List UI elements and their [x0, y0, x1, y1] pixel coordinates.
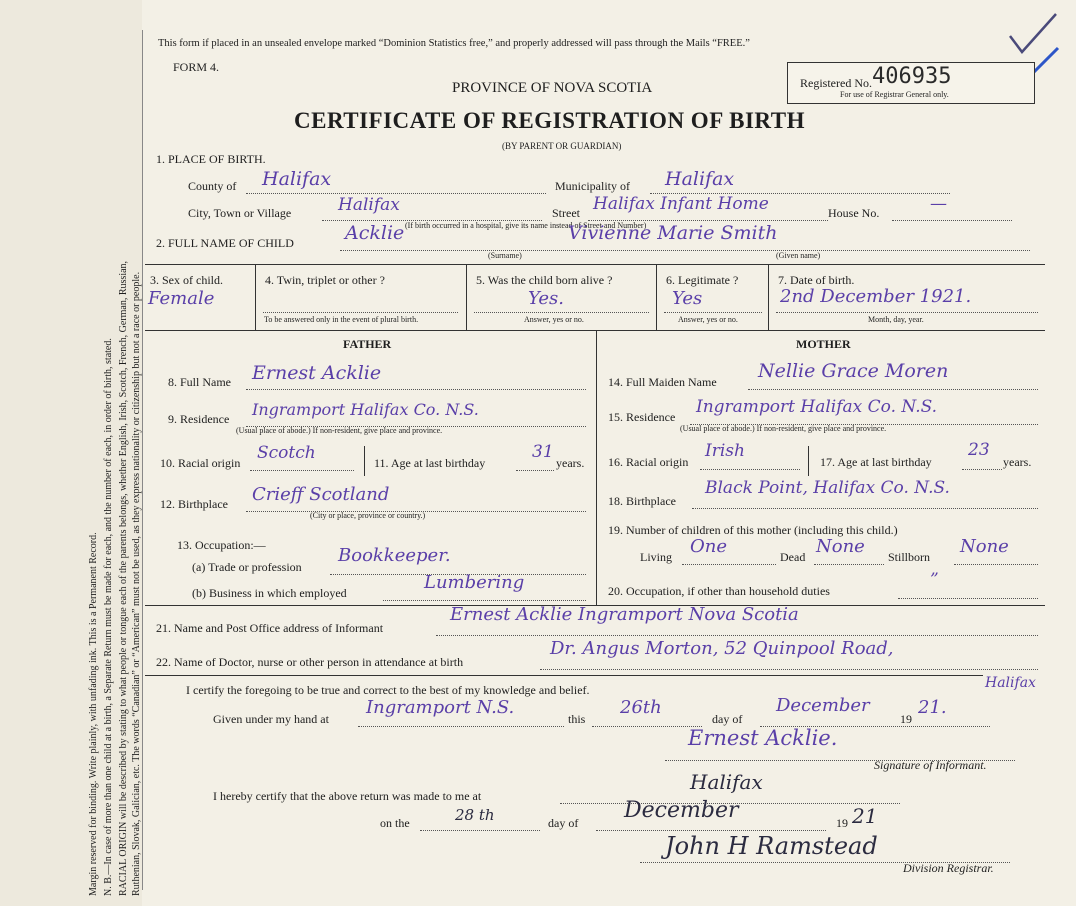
registered-number: 406935 [872, 64, 952, 89]
mail-notice: This form if placed in an unsealed envelope marked “Dominion Statistics free,” and properly addressed will pass through the Mails “FREE.” [158, 38, 750, 49]
father-racial-value: Scotch [257, 443, 316, 463]
father-residence-note: (Usual place of abode.) If non-resident, give place and province. [236, 426, 443, 435]
margin-note-racial-origin: RACIAL ORIGIN will be described by stating to what people or tongue each of the parents belongs, whether English, Irish, Scotch, French, German, Russian, [118, 260, 129, 896]
given-month-value: December [776, 695, 870, 716]
province-heading: PROVINCE OF NOVA SCOTIA [452, 80, 653, 96]
sex-value: Female [148, 288, 215, 309]
city-label: City, Town or Village [188, 206, 292, 220]
given-name-caption: (Given name) [776, 251, 821, 260]
mother-occupation-value: ” [930, 570, 939, 590]
trade-value: Bookkeeper. [338, 545, 451, 566]
informant-signature: Ernest Acklie. [688, 726, 838, 750]
day-of-label: day of [712, 712, 743, 726]
child-given-name-value: Vivienne Marie Smith [568, 222, 778, 244]
business-label: (b) Business in which employed [192, 586, 347, 600]
hospital-note: (If birth occurred in a hospital, give its name instead of Street and Number) [405, 221, 647, 230]
informant-value: Ernest Acklie Ingramport Nova Scotia [450, 604, 799, 625]
mother-racial-label: 16. Racial origin [608, 455, 689, 469]
living-value: One [690, 536, 728, 557]
this-label: this [568, 712, 586, 726]
child-surname-value: Acklie [345, 222, 405, 244]
father-birthplace-value: Crieff Scotland [252, 484, 390, 505]
mother-age-label: 17. Age at last birthday [820, 455, 932, 469]
stillborn-value: None [960, 536, 1009, 557]
legitimate-value: Yes [672, 288, 703, 309]
margin-border [142, 30, 143, 890]
registrar-place-value: Halifax [690, 770, 763, 794]
page-title: CERTIFICATE OF REGISTRATION OF BIRTH [294, 108, 805, 133]
sex-label: 3. Sex of child. [150, 273, 223, 287]
city-value: Halifax [338, 195, 400, 215]
dob-value: 2nd December 1921. [780, 286, 972, 307]
twin-label: 4. Twin, triplet or other ? [265, 273, 385, 287]
municipality-value: Halifax [665, 168, 735, 190]
stillborn-label: Stillborn [888, 550, 931, 564]
mother-heading: MOTHER [796, 337, 851, 351]
father-years-label: years. [556, 456, 585, 470]
county-label: County of [188, 179, 237, 193]
registrar-note: For use of Registrar General only. [840, 90, 949, 99]
father-age-label: 11. Age at last birthday [374, 456, 486, 470]
registrar-day-of-label: day of [548, 816, 579, 830]
mother-name-label: 14. Full Maiden Name [608, 375, 717, 389]
house-no-value: — [930, 194, 947, 214]
occupation-label: 13. Occupation:— [177, 538, 266, 552]
father-birthplace-label: 12. Birthplace [160, 497, 228, 511]
given-at-value: Ingramport N.S. [366, 697, 515, 718]
registrar-day-value: 28 th [455, 806, 495, 824]
mother-residence-value: Ingramport Halifax Co. N.S. [696, 397, 938, 417]
house-no-label: House No. [828, 206, 880, 220]
registered-label: Registered No. [800, 76, 872, 90]
mother-occupation-label: 20. Occupation, if other than household duties [608, 584, 830, 598]
mother-birthplace-value: Black Point, Halifax Co. N.S. [705, 478, 950, 498]
legitimate-note: Answer, yes or no. [678, 315, 738, 324]
informant-label: 21. Name and Post Office address of Informant [156, 621, 384, 635]
doctor-city-value: Halifax [985, 675, 1036, 691]
given-day-value: 26th [620, 697, 662, 718]
children-count-label: 19. Number of children of this mother (including this child.) [608, 523, 898, 537]
registrar-signature: John H Ramstead [665, 832, 878, 860]
form-number: FORM 4. [173, 60, 220, 74]
given-year-prefix: 19 [900, 712, 912, 726]
dob-note: Month, day, year. [868, 315, 924, 324]
margin-note-binding: Margin reserved for binding. Write plainly, with unfading ink. This is a Permanent Record. [88, 532, 99, 896]
dead-value: None [816, 536, 865, 557]
page-subtitle: (BY PARENT OR GUARDIAN) [502, 141, 622, 151]
father-age-value: 31 [532, 442, 554, 462]
mother-residence-note: (Usual place of abode.) If non-resident, give place and province. [680, 424, 887, 433]
given-under-label: Given under my hand at [213, 712, 329, 726]
father-residence-value: Ingramport Halifax Co. N.S. [252, 400, 479, 419]
given-year-value: 21. [918, 697, 947, 718]
mother-name-value: Nellie Grace Moren [758, 360, 949, 382]
county-value: Halifax [262, 168, 332, 190]
father-residence-label: 9. Residence [168, 412, 230, 426]
father-heading: FATHER [343, 337, 392, 351]
born-alive-note: Answer, yes or no. [524, 315, 584, 324]
on-the-label: on the [380, 816, 410, 830]
municipality-label: Municipality of [555, 179, 630, 193]
street-label: Street [552, 206, 580, 220]
father-name-label: 8. Full Name [168, 375, 231, 389]
mother-racial-value: Irish [705, 441, 745, 461]
trade-label: (a) Trade or profession [192, 560, 302, 574]
mother-residence-label: 15. Residence [608, 410, 676, 424]
place-of-birth-heading: 1. PLACE OF BIRTH. [156, 152, 266, 166]
doctor-label: 22. Name of Doctor, nurse or other person in attendance at birth [156, 655, 464, 669]
living-label: Living [640, 550, 672, 564]
dead-label: Dead [780, 550, 806, 564]
twin-note: To be answered only in the event of plural birth. [264, 315, 419, 324]
margin-note-multiple-births: N. B.—In case of more than one child at a birth, a Separate Return must be made for each, and the number of each, in order of birth, stated. [103, 338, 114, 896]
child-name-label: 2. FULL NAME OF CHILD [156, 236, 294, 250]
margin-note-nationality: Ruthenian, Slovak, Galician, etc. The words “Canadian” or “American” must not be used, as they express nationality or citizenship but not a race or people. [131, 271, 142, 896]
registrar-year-prefix: 19 [836, 816, 848, 830]
business-value: Lumbering [424, 572, 525, 593]
registrar-month-value: December [624, 798, 739, 823]
registrar-year-value: 21 [852, 804, 878, 828]
signature-informant-caption: Signature of Informant. [874, 758, 987, 772]
division-registrar-caption: Division Registrar. [903, 861, 994, 875]
born-alive-label: 5. Was the child born alive ? [476, 273, 613, 287]
certify-text: I certify the foregoing to be true and correct to the best of my knowledge and belief. [186, 683, 590, 697]
father-name-value: Ernest Acklie [252, 362, 382, 384]
dob-label: 7. Date of birth. [778, 273, 855, 287]
doctor-value: Dr. Angus Morton, 52 Quinpool Road, [550, 638, 894, 659]
legitimate-label: 6. Legitimate ? [666, 273, 739, 287]
mother-birthplace-label: 18. Birthplace [608, 494, 676, 508]
mother-years-label: years. [1003, 455, 1032, 469]
born-alive-value: Yes. [528, 288, 564, 309]
father-birthplace-note: (City or place, province or country.) [310, 511, 426, 520]
father-racial-label: 10. Racial origin [160, 456, 241, 470]
mother-age-value: 23 [968, 440, 990, 460]
registrar-certify-label: I hereby certify that the above return was made to me at [213, 789, 482, 803]
surname-caption: (Surname) [488, 251, 522, 260]
street-value: Halifax Infant Home [593, 194, 769, 214]
